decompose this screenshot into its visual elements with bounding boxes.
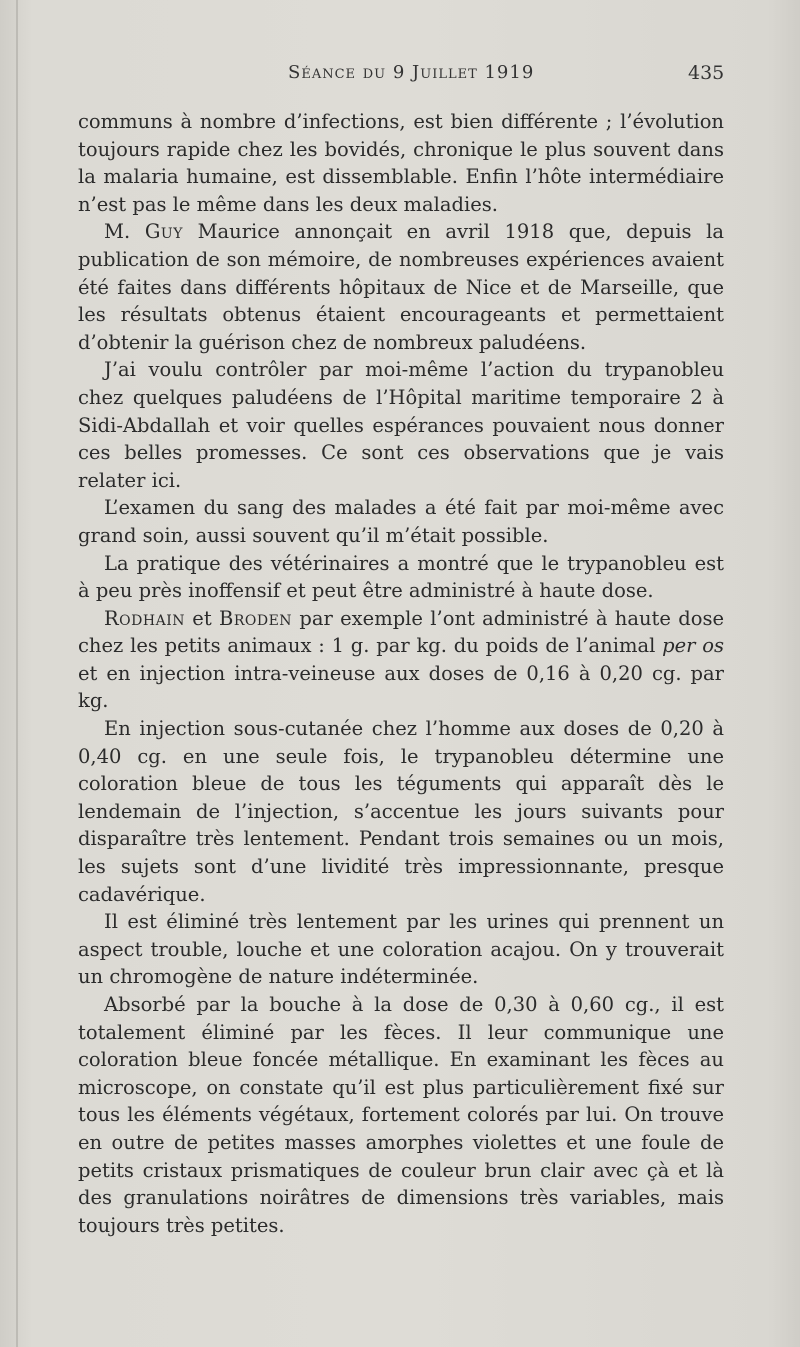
latin-per-os: per os <box>662 634 725 658</box>
author-name-guy: Guy <box>144 220 183 244</box>
author-name-rodhain: Rodhain <box>104 606 185 630</box>
author-name-broden: Broden <box>219 606 293 630</box>
paragraph-6 <box>78 605 724 715</box>
paragraph-9: Absorbé par la bouche à la dose de 0,30 à 0,60 cg., il est totalement éliminé par les fèces. Il leur communique une coloration bleue foncée métallique. En examinant les fèces au microscope, on constate qu’il est plus particulièrement fixé sur tous les éléments végétaux, fortement colorés par lui. On trouve en outre de petites masses amorphes violettes et une foule de petits cristaux prismatiques de couleur brun clair avec çà et là des granulations noirâtres de dimensions très variables, mais toujours très petites. <box>78 993 724 1237</box>
page-edge <box>16 0 18 1347</box>
paragraph-1: communs à nombre d’infections, est bien différente ; l’évolution toujours rapide chez les bovidés, chronique le plus souvent dans la malaria humaine, est dissemblable. Enfin l’hôte intermédiaire n’est pas le même dans les deux maladies. <box>78 110 724 216</box>
paragraph-4: L’examen du sang des malades a été fait par moi-même avec grand soin, aussi souvent qu’il m’était possible. <box>78 496 724 547</box>
paragraph-7: En injection sous-cutanée chez l’homme aux doses de 0,20 à 0,40 cg. en une seule fois, le trypanobleu détermine une coloration bleue de tous les téguments qui apparaît dès le lendemain de l’injection, s’accentue les jours suivants pour disparaître très lentement. Pendant trois semaines ou un mois, les sujets sont d’une lividité très impressionnante, presque cadavérique. <box>78 717 724 906</box>
paragraph-3: J’ai voulu contrôler par moi-même l’action du trypanobleu chez quelques paludéens de l’Hôpital maritime temporaire 2 à Sidi-Abdallah et voir quelles espérances pouvaient nous donner ces belles promesses. Ce sont ces observations que je vais relater ici. <box>78 358 724 492</box>
body-text <box>78 108 724 1239</box>
paragraph-2-text: Maurice annonçait en avril 1918 que, depuis la publication de son mémoire, de nombreuses expériences avaient été faites dans différents hôpitaux de Nice et de Marseille, que les résultats obtenus étaient encourageants et permettaient d’obtenir la guérison chez de nombreux paludéens. <box>78 220 724 354</box>
paragraph-6-rest: et en injection intra-veineuse aux doses de 0,16 à 0,20 cg. par kg. <box>78 661 724 713</box>
running-head: Séance du 9 Juillet 1919 <box>288 62 535 83</box>
page-header <box>0 60 800 90</box>
page-number: 435 <box>688 62 725 84</box>
paragraph-6-conj: et <box>184 606 220 630</box>
paragraph-6-text: par exemple l’ont administré à haute dose chez les petits animaux : 1 g. par kg. du poids de l’animal <box>78 606 724 658</box>
paragraph-2-prefix: M. <box>104 220 145 244</box>
paragraph-5: La pratique des vétérinaires a montré que le trypanobleu est à peu près inoffensif et peut être administré à haute dose. <box>78 551 724 603</box>
paragraph-8: Il est éliminé très lentement par les urines qui prennent un aspect trouble, louche et une coloration acajou. On y trouverait un chromogène de nature indéterminée. <box>78 910 724 989</box>
paragraph-2 <box>78 218 724 356</box>
